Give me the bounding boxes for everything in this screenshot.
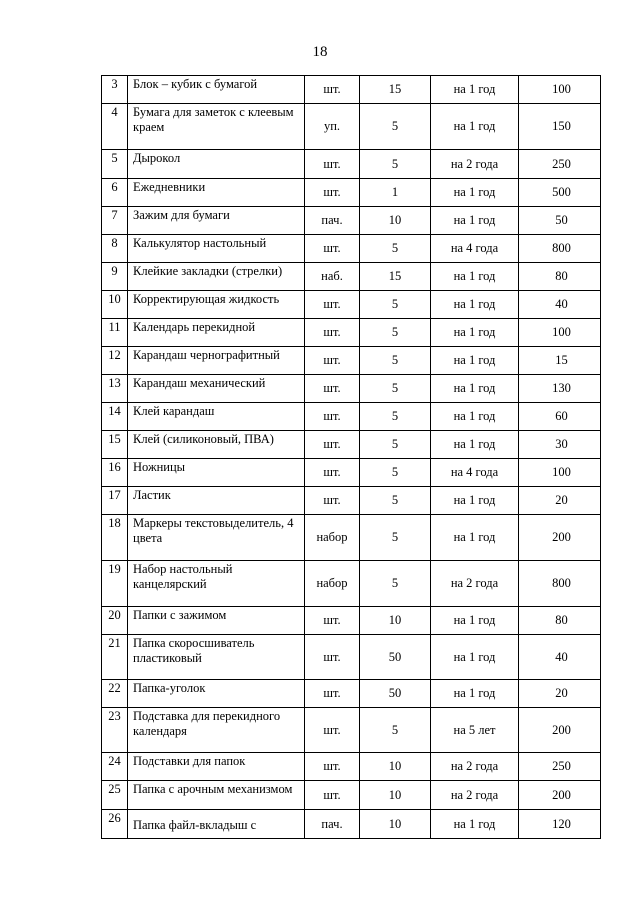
item-name: Календарь перекидной: [128, 319, 305, 347]
item-price: 20: [519, 487, 601, 515]
row-number: 6: [102, 179, 128, 207]
item-unit: шт.: [305, 753, 360, 781]
item-price: 100: [519, 319, 601, 347]
row-number: 8: [102, 235, 128, 263]
item-quantity: 10: [360, 607, 431, 635]
item-name-text: Папка файл-вкладыш с: [133, 818, 257, 832]
table-row: [102, 431, 601, 459]
item-term: на 2 года: [431, 561, 519, 607]
row-number: 7: [102, 207, 128, 235]
item-name: Клей (силиконовый, ПВА): [128, 431, 305, 459]
table-row: [102, 810, 601, 839]
item-unit: шт.: [305, 781, 360, 810]
table-row: [102, 459, 601, 487]
item-name: Карандаш механический: [128, 375, 305, 403]
item-term: на 2 года: [431, 150, 519, 179]
item-term: на 1 год: [431, 375, 519, 403]
item-unit: шт.: [305, 235, 360, 263]
item-term: на 1 год: [431, 179, 519, 207]
item-name: Карандаш чернографитный: [128, 347, 305, 375]
row-number: 3: [102, 76, 128, 104]
item-quantity: 15: [360, 76, 431, 104]
row-number: 9: [102, 263, 128, 291]
item-name: Зажим для бумаги: [128, 207, 305, 235]
table-row: [102, 403, 601, 431]
item-unit: шт.: [305, 403, 360, 431]
item-price: 130: [519, 375, 601, 403]
row-number: 20: [102, 607, 128, 635]
row-number: 23: [102, 708, 128, 753]
item-price: 500: [519, 179, 601, 207]
table-row: [102, 207, 601, 235]
item-price: 40: [519, 291, 601, 319]
item-name: Папки с зажимом: [128, 607, 305, 635]
item-term: на 2 года: [431, 753, 519, 781]
item-price: 150: [519, 104, 601, 150]
item-term: на 1 год: [431, 291, 519, 319]
item-unit: шт.: [305, 375, 360, 403]
item-quantity: 1: [360, 179, 431, 207]
item-name: Ножницы: [128, 459, 305, 487]
item-price: 200: [519, 781, 601, 810]
item-name: Клей карандаш: [128, 403, 305, 431]
row-number: 24: [102, 753, 128, 781]
item-quantity: 15: [360, 263, 431, 291]
item-quantity: 5: [360, 561, 431, 607]
table-row: [102, 291, 601, 319]
row-number: 26: [102, 810, 128, 839]
item-unit: шт.: [305, 635, 360, 680]
table-row: [102, 235, 601, 263]
item-term: на 1 год: [431, 76, 519, 104]
page-number: 18: [312, 44, 328, 60]
item-unit: шт.: [305, 459, 360, 487]
row-number: 17: [102, 487, 128, 515]
item-price: 40: [519, 635, 601, 680]
row-number: 13: [102, 375, 128, 403]
item-unit: шт.: [305, 680, 360, 708]
table-row: [102, 347, 601, 375]
item-term: на 1 год: [431, 207, 519, 235]
item-quantity: 5: [360, 347, 431, 375]
item-quantity: 10: [360, 781, 431, 810]
item-name: Блок – кубик с бумагой: [128, 76, 305, 104]
item-price: 20: [519, 680, 601, 708]
item-unit: набор: [305, 561, 360, 607]
item-name: Корректирующая жидкость: [128, 291, 305, 319]
item-price: 50: [519, 207, 601, 235]
item-unit: наб.: [305, 263, 360, 291]
item-unit: пач.: [305, 810, 360, 839]
item-quantity: 10: [360, 753, 431, 781]
item-term: на 4 года: [431, 459, 519, 487]
item-price: 250: [519, 150, 601, 179]
row-number: 11: [102, 319, 128, 347]
item-term: на 1 год: [431, 635, 519, 680]
item-quantity: 5: [360, 235, 431, 263]
item-quantity: 5: [360, 431, 431, 459]
table-row: [102, 635, 601, 680]
table-row: [102, 561, 601, 607]
row-number: 5: [102, 150, 128, 179]
item-price: 100: [519, 76, 601, 104]
item-name: Папка-уголок: [128, 680, 305, 708]
item-term: на 1 год: [431, 431, 519, 459]
supplies-table: [101, 75, 601, 839]
table-row: [102, 680, 601, 708]
item-name: Калькулятор настольный: [128, 235, 305, 263]
table-row: [102, 179, 601, 207]
item-unit: шт.: [305, 487, 360, 515]
item-unit: шт.: [305, 431, 360, 459]
item-unit: шт.: [305, 150, 360, 179]
item-quantity: 5: [360, 150, 431, 179]
item-price: 30: [519, 431, 601, 459]
item-quantity: 50: [360, 680, 431, 708]
row-number: 19: [102, 561, 128, 607]
item-unit: шт.: [305, 607, 360, 635]
item-term: на 1 год: [431, 607, 519, 635]
item-price: 250: [519, 753, 601, 781]
row-number: 10: [102, 291, 128, 319]
row-number: 16: [102, 459, 128, 487]
row-number: 22: [102, 680, 128, 708]
item-quantity: 5: [360, 459, 431, 487]
item-unit: шт.: [305, 708, 360, 753]
item-price: 120: [519, 810, 601, 839]
row-number: 14: [102, 403, 128, 431]
table-row: [102, 515, 601, 561]
item-name: Клейкие закладки (стрелки): [128, 263, 305, 291]
item-quantity: 10: [360, 207, 431, 235]
item-term: на 5 лет: [431, 708, 519, 753]
item-unit: пач.: [305, 207, 360, 235]
table-row: [102, 607, 601, 635]
table-row: [102, 375, 601, 403]
item-name: Подставка для перекидного календаря: [128, 708, 305, 753]
item-price: 100: [519, 459, 601, 487]
item-price: 800: [519, 235, 601, 263]
row-number: 18: [102, 515, 128, 561]
item-unit: уп.: [305, 104, 360, 150]
item-unit: набор: [305, 515, 360, 561]
item-quantity: 5: [360, 291, 431, 319]
table-row: [102, 753, 601, 781]
item-term: на 1 год: [431, 403, 519, 431]
item-name: Подставки для папок: [128, 753, 305, 781]
item-term: на 4 года: [431, 235, 519, 263]
table-row: [102, 487, 601, 515]
row-number: 12: [102, 347, 128, 375]
item-unit: шт.: [305, 179, 360, 207]
item-price: 80: [519, 607, 601, 635]
item-name: Папка скоросшиватель пластиковый: [128, 635, 305, 680]
item-price: 80: [519, 263, 601, 291]
item-name: Набор настольный канцелярский: [128, 561, 305, 607]
item-term: на 1 год: [431, 319, 519, 347]
table-row: [102, 150, 601, 179]
item-name: [128, 810, 305, 839]
row-number: 15: [102, 431, 128, 459]
item-term: на 1 год: [431, 487, 519, 515]
item-name: Папка с арочным механизмом: [128, 781, 305, 810]
item-term: на 1 год: [431, 347, 519, 375]
item-term: на 1 год: [431, 515, 519, 561]
item-name: Бумага для заметок с клеевым краем: [128, 104, 305, 150]
item-term: на 2 года: [431, 781, 519, 810]
item-name: Ежедневники: [128, 179, 305, 207]
table-row: [102, 781, 601, 810]
item-unit: шт.: [305, 76, 360, 104]
item-price: 800: [519, 561, 601, 607]
item-price: 15: [519, 347, 601, 375]
item-term: на 1 год: [431, 680, 519, 708]
item-quantity: 5: [360, 319, 431, 347]
row-number: 25: [102, 781, 128, 810]
item-term: на 1 год: [431, 263, 519, 291]
item-price: 200: [519, 708, 601, 753]
item-unit: шт.: [305, 347, 360, 375]
row-number: 21: [102, 635, 128, 680]
table-row: [102, 76, 601, 104]
item-quantity: 5: [360, 375, 431, 403]
item-price: 200: [519, 515, 601, 561]
table-row: [102, 319, 601, 347]
item-quantity: 5: [360, 515, 431, 561]
item-term: на 1 год: [431, 810, 519, 839]
row-number: 4: [102, 104, 128, 150]
item-name: Маркеры текстовыделитель, 4 цвета: [128, 515, 305, 561]
item-quantity: 5: [360, 708, 431, 753]
table-row: [102, 708, 601, 753]
item-unit: шт.: [305, 319, 360, 347]
table-row: [102, 104, 601, 150]
item-quantity: 5: [360, 104, 431, 150]
table-row: [102, 263, 601, 291]
item-quantity: 5: [360, 403, 431, 431]
item-name: Дырокол: [128, 150, 305, 179]
item-quantity: 10: [360, 810, 431, 839]
item-unit: шт.: [305, 291, 360, 319]
item-quantity: 5: [360, 487, 431, 515]
item-term: на 1 год: [431, 104, 519, 150]
item-price: 60: [519, 403, 601, 431]
item-name: Ластик: [128, 487, 305, 515]
item-quantity: 50: [360, 635, 431, 680]
